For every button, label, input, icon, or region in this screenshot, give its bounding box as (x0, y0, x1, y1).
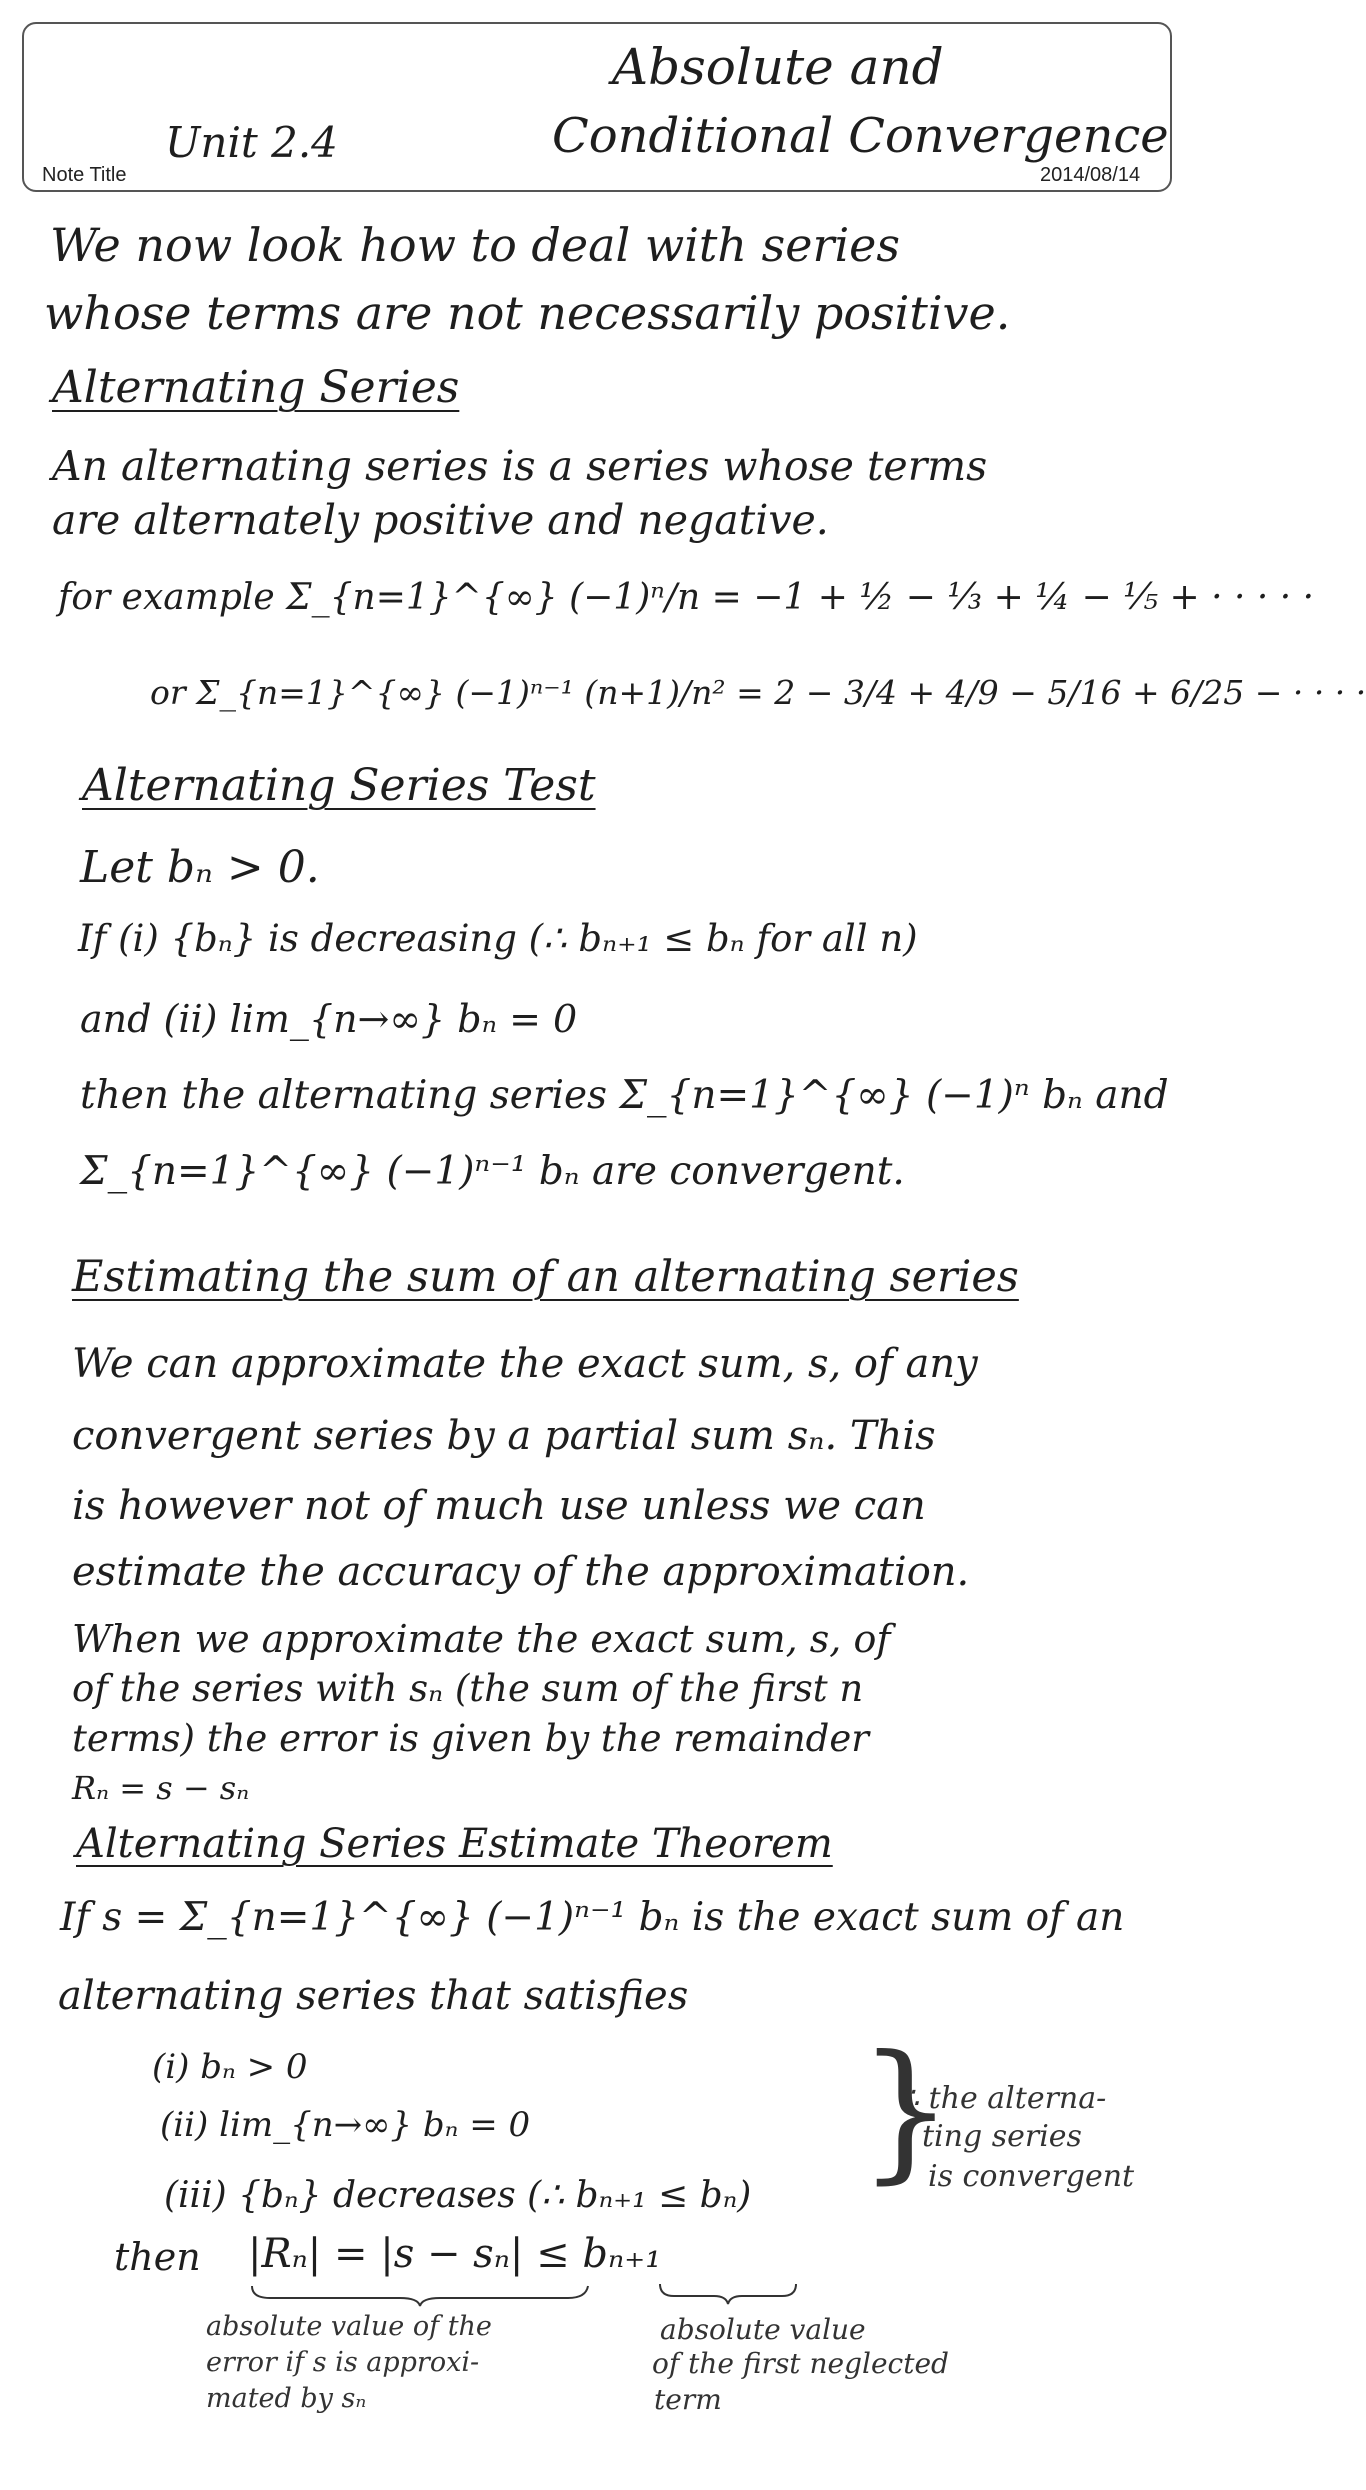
side-note-line1: ∴ the alterna- (900, 2081, 1107, 2116)
theorem-cond2: (ii) lim_{n→∞} bₙ = 0 (160, 2105, 531, 2145)
title-line2: Conditional Convergence (552, 108, 1169, 164)
note-right-line1: absolute value (660, 2313, 866, 2346)
theorem-line1: If s = Σ_{n=1}^{∞} (−1)ⁿ⁻¹ bₙ is the exact sum of an (60, 1895, 1125, 1940)
then-word: then (114, 2235, 201, 2279)
theorem-heading: Alternating Series Estimate Theorem (76, 1821, 833, 1867)
example-2: or Σ_{n=1}^{∞} (−1)ⁿ⁻¹ (n+1)/n² = 2 − 3/4 + 4/9 − 5/16 + 6/25 − · · · · (150, 673, 1366, 712)
estimating-heading: Estimating the sum of an alternating series (72, 1252, 1019, 1302)
intro-line2: whose terms are not necessarily positive. (44, 286, 1011, 340)
estimating-p8: Rₙ = s − sₙ (72, 1769, 250, 1807)
alternating-def-line1: An alternating series is a series whose terms (52, 442, 988, 490)
estimating-p1: We can approximate the exact sum, s, of any (72, 1341, 978, 1387)
title-line1: Absolute and (612, 38, 944, 96)
note-date: 2014/08/14 (1040, 164, 1141, 186)
estimating-p2: convergent series by a partial sum sₙ. This (72, 1413, 936, 1459)
intro-line1: We now look how to deal with series (50, 218, 901, 272)
underbrace-right (658, 2282, 798, 2306)
side-note-line2: ting series (922, 2119, 1082, 2154)
estimating-p7: terms) the error is given by the remainder (72, 1717, 869, 1760)
test-let: Let bₙ > 0. (80, 842, 320, 893)
test-concl1: then the alternating series Σ_{n=1}^{∞} (−1)ⁿ bₙ and (80, 1073, 1169, 1118)
test-concl2: Σ_{n=1}^{∞} (−1)ⁿ⁻¹ bₙ are convergent. (80, 1149, 905, 1194)
test-cond1: If (i) {bₙ} is decreasing (∴ bₙ₊₁ ≤ bₙ for all n) (78, 917, 918, 960)
unit-label: Unit 2.4 (165, 118, 338, 167)
estimating-p6: of the series with sₙ (the sum of the first n (72, 1667, 864, 1710)
right-brace: } (858, 2024, 954, 2198)
note-right-line2: of the first neglected (652, 2347, 949, 2380)
example-1: for example Σ_{n=1}^{∞} (−1)ⁿ/n = −1 + ½ − ⅓ + ¼ − ⅕ + · · · · · (58, 577, 1315, 618)
note-left-line1: absolute value of the (206, 2311, 492, 2342)
note-left-line2: error if s is approxi- (206, 2347, 480, 2378)
note-left-line3: mated by sₙ (206, 2383, 367, 2414)
test-heading: Alternating Series Test (82, 760, 596, 811)
theorem-cond1: (i) bₙ > 0 (152, 2047, 308, 2087)
estimating-p5: When we approximate the exact sum, s, of (72, 1617, 891, 1661)
underbrace-left (250, 2284, 590, 2308)
alternating-heading: Alternating Series (52, 362, 460, 413)
then-formula: |Rₙ| = |s − sₙ| ≤ bₙ₊₁ (248, 2231, 662, 2277)
alternating-def-line2: are alternately positive and negative. (52, 496, 829, 544)
note-right-line3: term (654, 2383, 722, 2416)
test-cond2: and (ii) lim_{n→∞} bₙ = 0 (80, 997, 578, 1041)
side-note-line3: is convergent (928, 2159, 1135, 2194)
theorem-line2: alternating series that satisfies (58, 1973, 689, 2019)
note-title: Note Title (42, 164, 127, 186)
theorem-cond3: (iii) {bₙ} decreases (∴ bₙ₊₁ ≤ bₙ) (164, 2175, 752, 2216)
estimating-p3: is however not of much use unless we can (72, 1483, 926, 1529)
estimating-p4: estimate the accuracy of the approximation. (72, 1549, 970, 1595)
